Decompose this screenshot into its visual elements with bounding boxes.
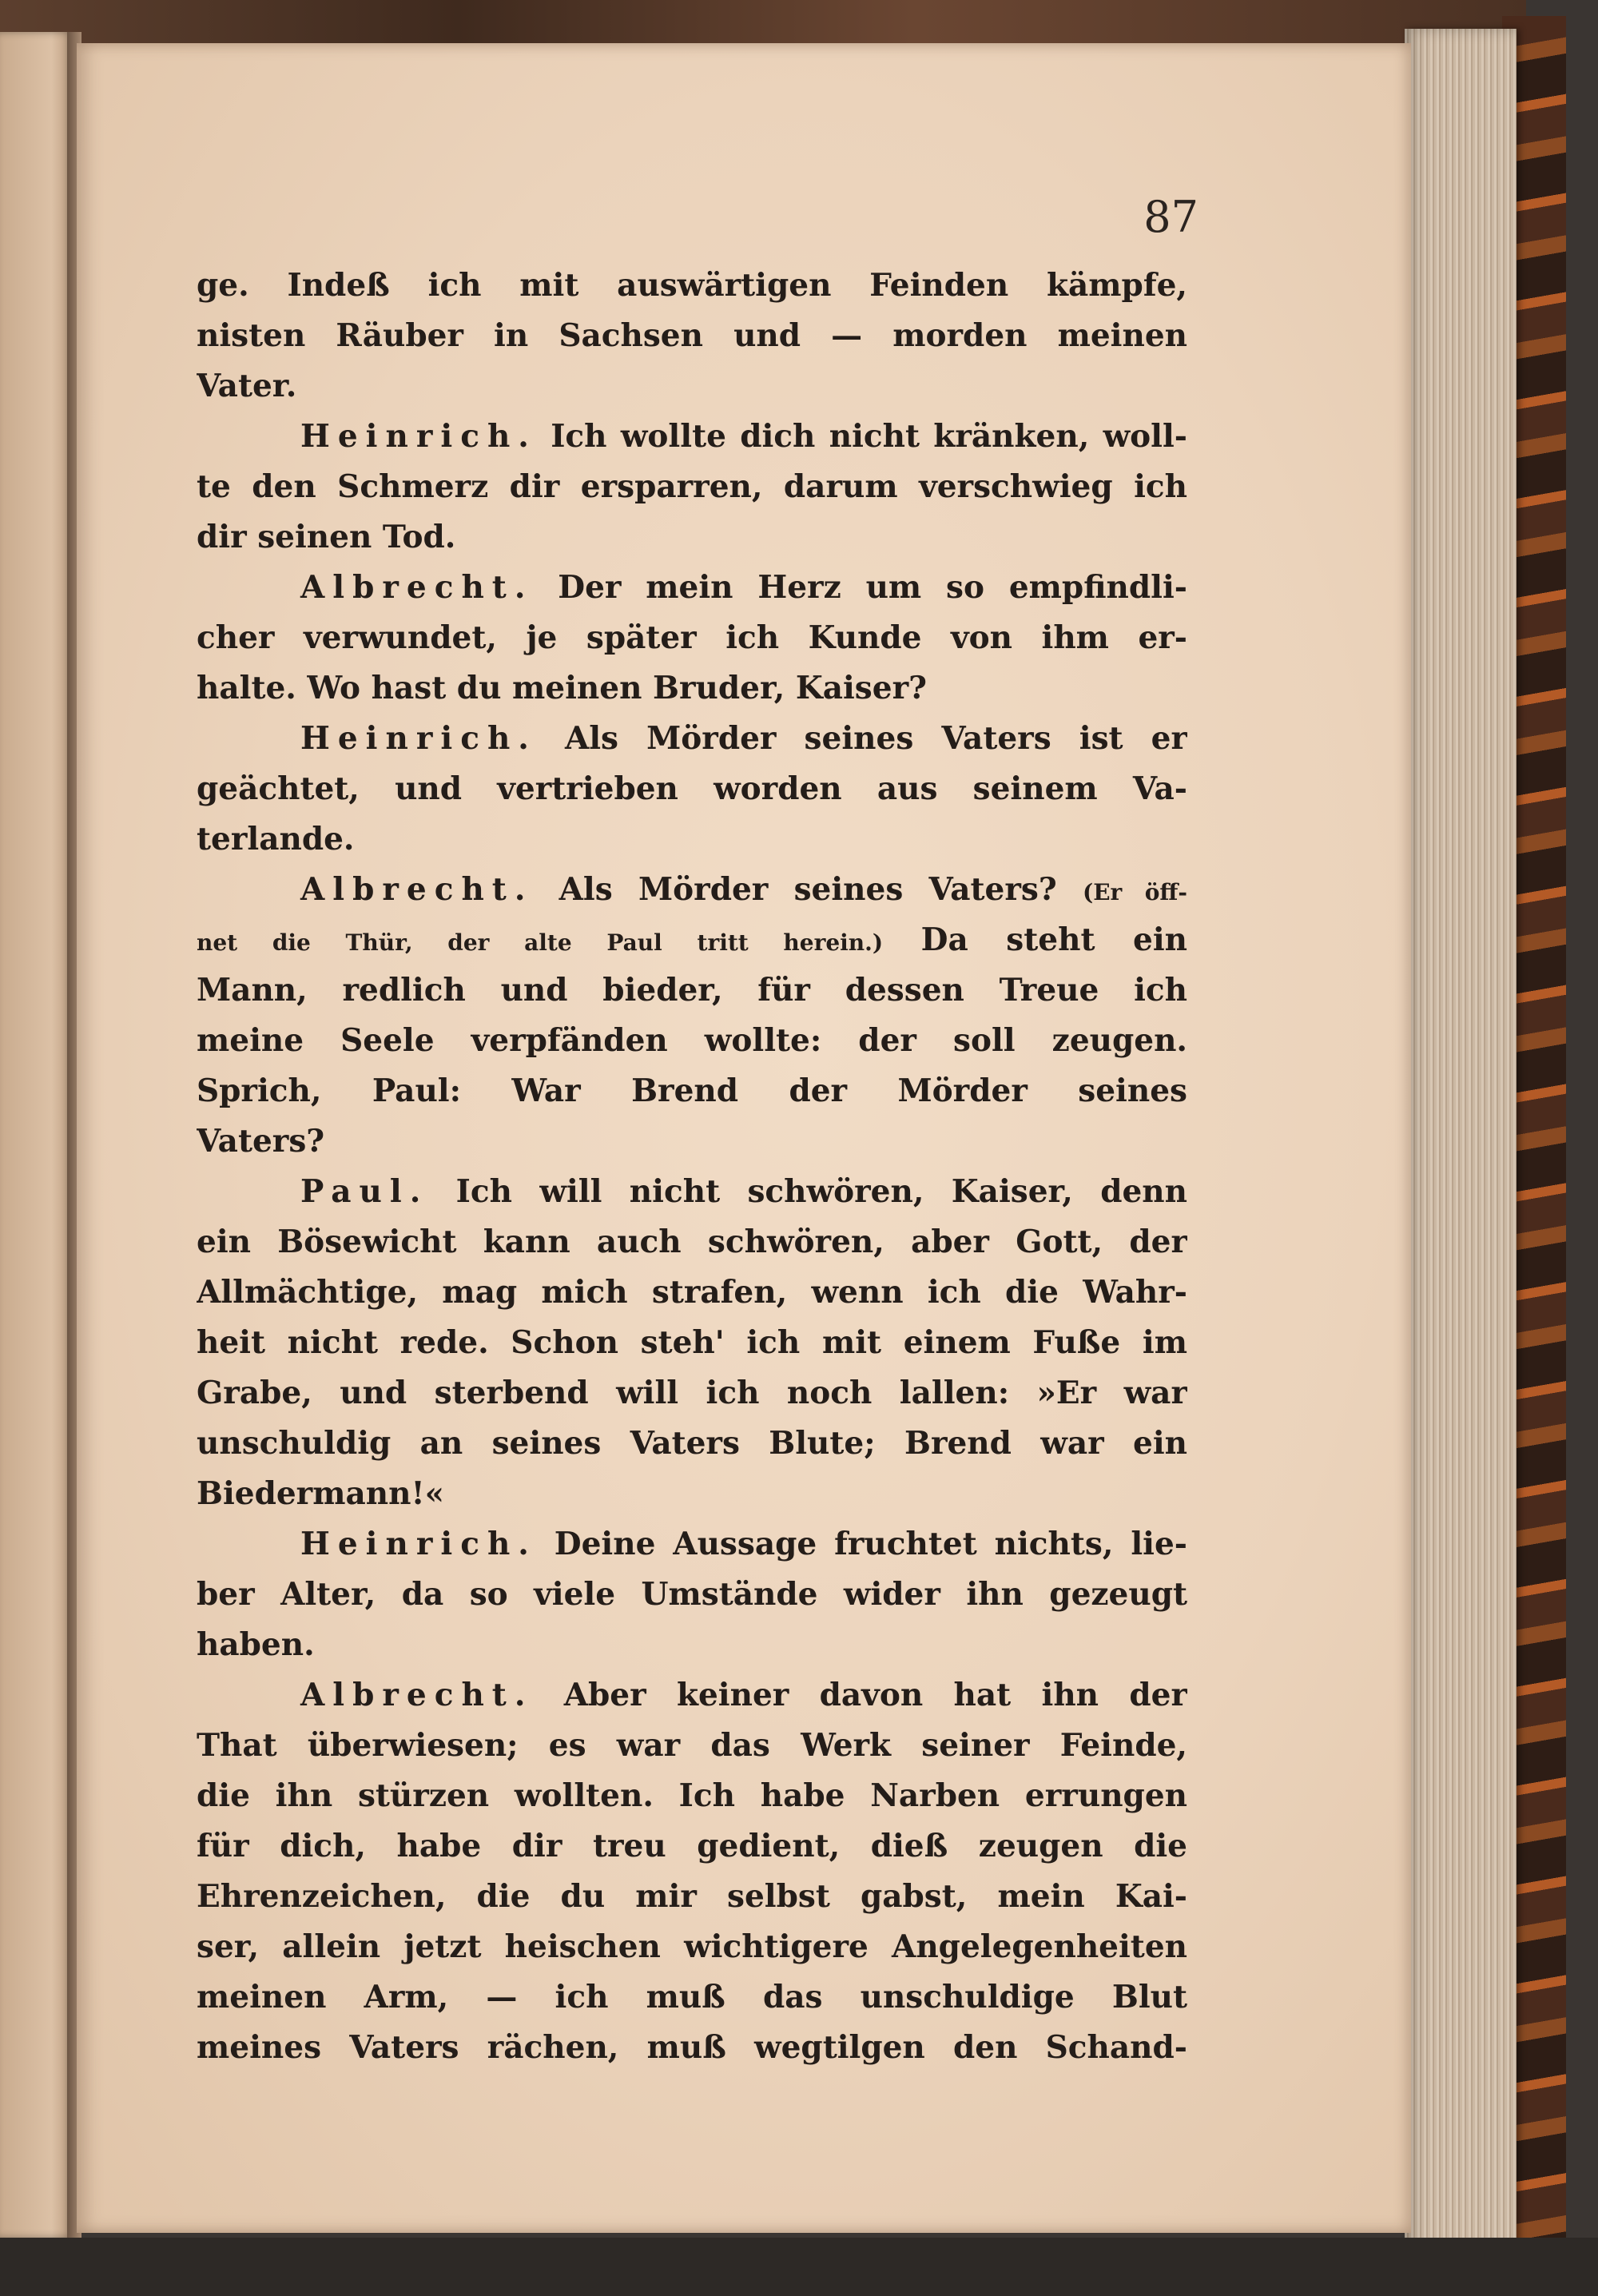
line-text: die ihn stürzen wollten. Ich habe Narben errungen — [197, 1777, 1187, 1814]
line-text: meines Vaters rächen, muß wegtilgen den Schand- — [197, 2029, 1187, 2066]
line-text: nisten Räuber in Sachsen und — morden meinen — [197, 317, 1187, 354]
text-line — [197, 1116, 1187, 1167]
text-line — [197, 1519, 1187, 1570]
text-line — [197, 1368, 1187, 1419]
line-text: cher verwundet, je später ich Kunde von ihm er- — [197, 619, 1187, 656]
text-line — [197, 1217, 1187, 1267]
line-text: Ich wollte dich nicht kränken, woll- — [536, 418, 1187, 455]
text-line — [197, 1469, 1187, 1519]
page-text-block — [197, 261, 1187, 2073]
line-text: That überwiesen; es war das Werk seiner Feinde, — [197, 1727, 1187, 1764]
line-text: halte. Wo hast du meinen Bruder, Kaiser? — [197, 670, 927, 706]
text-line — [197, 1620, 1187, 1670]
text-line — [197, 1972, 1187, 2023]
text-line — [197, 1821, 1187, 1872]
text-line — [197, 261, 1187, 311]
text-line — [197, 1066, 1187, 1116]
line-text: ber Alter, da so viele Umstände wider ihn gezeugt — [197, 1576, 1187, 1613]
line-text: haben. — [197, 1626, 315, 1663]
text-line — [197, 1570, 1187, 1620]
line-text: Ich will nicht schwören, Kaiser, denn — [428, 1173, 1187, 1210]
text-line — [197, 764, 1187, 814]
speaker-name: Heinrich. — [300, 720, 537, 757]
line-text: Aber keiner davon hat ihn der — [533, 1677, 1187, 1713]
text-line — [197, 311, 1187, 361]
text-line — [197, 613, 1187, 663]
text-line — [197, 563, 1187, 613]
text-line — [197, 814, 1187, 865]
line-text: Der mein Herz um so empfindli- — [533, 569, 1187, 606]
text-line — [197, 965, 1187, 1016]
line-text: meine Seele verpfänden wollte: der soll zeugen. — [197, 1022, 1187, 1059]
line-text: Mann, redlich und bieder, für dessen Treue ich — [197, 972, 1187, 1009]
line-text: Grabe, und sterbend will ich noch lallen: »Er war — [197, 1375, 1187, 1411]
text-line — [197, 1721, 1187, 1771]
text-line — [197, 1318, 1187, 1368]
speaker-name: Albrecht. — [300, 1677, 534, 1713]
line-text: Vater. — [197, 368, 297, 404]
text-line — [197, 1016, 1187, 1066]
text-line — [197, 1267, 1187, 1318]
book-cover-top-edge — [0, 0, 1526, 48]
text-line — [197, 865, 1187, 915]
scan-background-bottom — [0, 2238, 1598, 2296]
text-line — [197, 714, 1187, 764]
line-text: Da steht ein — [883, 921, 1187, 958]
text-line — [197, 663, 1187, 714]
line-text: Als Mörder seines Vaters ist er — [536, 720, 1187, 757]
speaker-name: Albrecht. — [300, 871, 534, 908]
line-text: Biedermann!« — [197, 1475, 444, 1512]
text-line — [197, 412, 1187, 462]
left-page-sliver — [0, 32, 74, 2238]
line-text: te den Schmerz dir ersparren, darum verschwieg ich — [197, 468, 1187, 505]
page-number: 87 — [1143, 192, 1198, 242]
line-text: Vaters? — [197, 1123, 325, 1160]
text-line — [197, 512, 1187, 563]
text-line — [197, 1670, 1187, 1721]
text-line — [197, 1771, 1187, 1821]
speaker-name: Albrecht. — [300, 569, 534, 606]
text-line — [197, 361, 1187, 412]
line-text: heit nicht rede. Schon steh' ich mit einem Fuße im — [197, 1324, 1187, 1361]
line-text: Ehrenzeichen, die du mir selbst gabst, mein Kai- — [197, 1878, 1187, 1915]
line-text: unschuldig an seines Vaters Blute; Brend war ein — [197, 1425, 1187, 1462]
line-text: ser, allein jetzt heischen wichtigere Angelegenheiten — [197, 1928, 1187, 1965]
speaker-name: Paul. — [300, 1173, 429, 1210]
stage-direction: net die Thür, der alte Paul tritt herein.) — [197, 929, 884, 956]
line-text: geächtet, und vertrieben worden aus seinem Va- — [197, 770, 1187, 807]
speaker-name: Heinrich. — [300, 1526, 537, 1562]
line-text: ein Bösewicht kann auch schwören, aber Gott, der — [197, 1224, 1187, 1260]
text-line — [197, 915, 1187, 965]
page-fore-edge — [1405, 29, 1517, 2250]
line-text: ge. Indeß ich mit auswärtigen Feinden kämpfe, — [197, 267, 1187, 304]
text-line — [197, 1872, 1187, 1922]
text-line — [197, 1167, 1187, 1217]
line-text: Als Mörder seines Vaters? — [533, 871, 1083, 908]
line-text: Allmächtige, mag mich strafen, wenn ich die Wahr- — [197, 1274, 1187, 1311]
speaker-name: Heinrich. — [300, 418, 537, 455]
stage-direction: (Er öff- — [1082, 879, 1187, 905]
line-text: meinen Arm, — ich muß das unschuldige Blut — [197, 1979, 1187, 2015]
text-line — [197, 1419, 1187, 1469]
line-text: dir seinen Tod. — [197, 519, 456, 555]
text-line — [197, 2023, 1187, 2073]
text-line — [197, 462, 1187, 512]
line-text: terlande. — [197, 821, 355, 858]
text-line — [197, 1922, 1187, 1972]
line-text: für dich, habe dir treu gedient, dieß zeugen die — [197, 1828, 1187, 1864]
line-text: Sprich, Paul: War Brend der Mörder seines — [197, 1072, 1187, 1109]
line-text: Deine Aussage fruchtet nichts, lie- — [536, 1526, 1187, 1562]
